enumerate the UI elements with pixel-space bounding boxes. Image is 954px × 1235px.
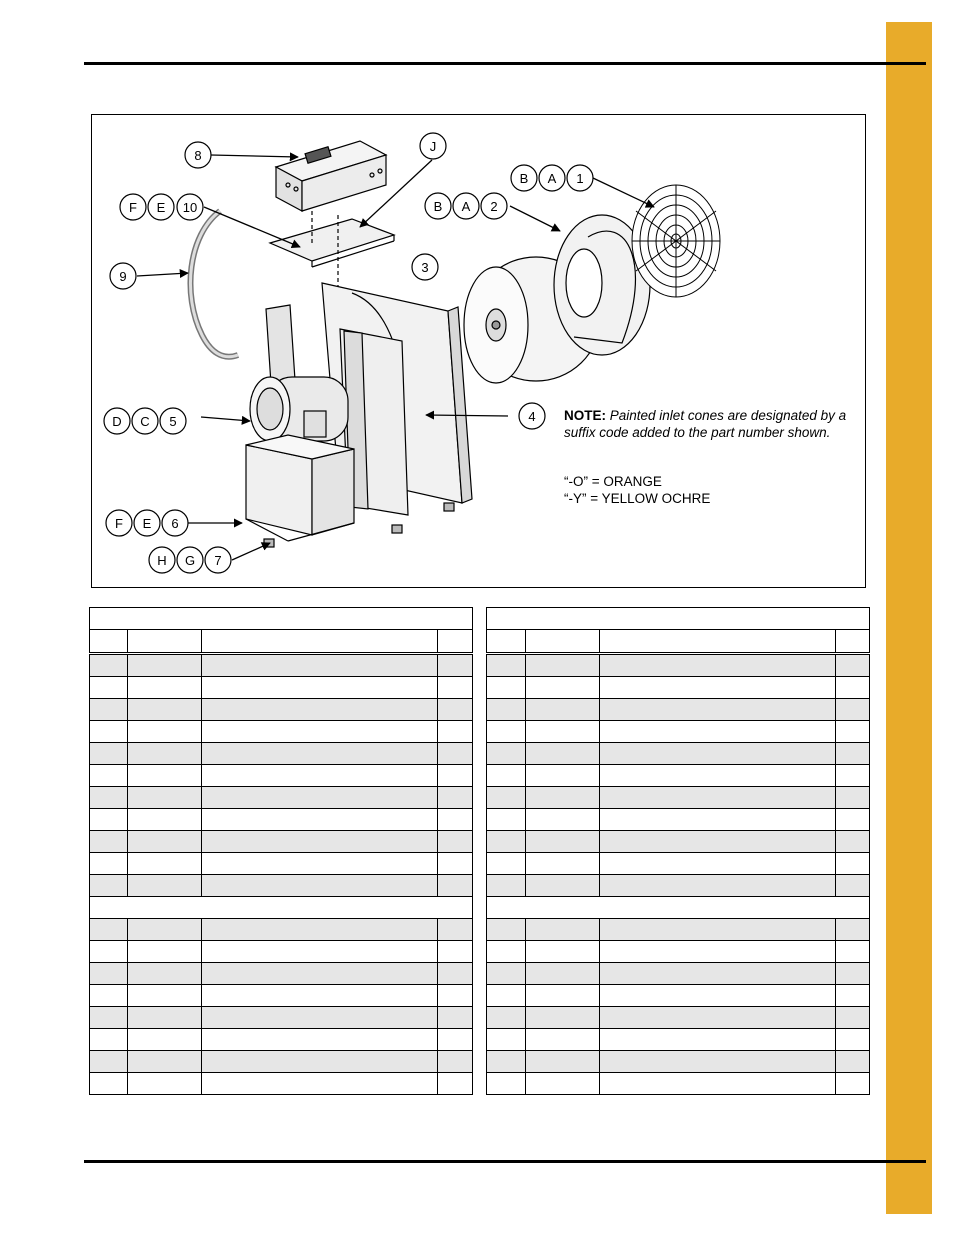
callout-4-label: 4 xyxy=(528,409,536,424)
table-row xyxy=(90,1029,473,1051)
callout-b-a-1-label-a: A xyxy=(547,171,557,186)
table-row xyxy=(487,654,870,677)
table-row xyxy=(487,765,870,787)
callout-9-label: 9 xyxy=(119,269,127,284)
table-row xyxy=(487,831,870,853)
table-row xyxy=(487,699,870,721)
callout-b-a-1-label-1: 1 xyxy=(576,171,584,186)
suffix-yellow: “-Y” = YELLOW OCHRE xyxy=(564,491,711,506)
assembly-drawing xyxy=(92,115,867,589)
table-row xyxy=(487,919,870,941)
callout-b-a-2-label-b: B xyxy=(433,199,443,214)
callout-3-label: 3 xyxy=(421,260,429,275)
parts-table-right xyxy=(486,607,870,1095)
table-row xyxy=(90,1051,473,1073)
callout-b-a-2-label-a: A xyxy=(461,199,471,214)
fan-guard xyxy=(632,185,720,297)
table-row xyxy=(90,654,473,677)
section-title-row xyxy=(90,897,473,919)
callout-h-g-7-label-h: H xyxy=(157,553,167,568)
paint-note xyxy=(564,407,864,441)
table-row xyxy=(487,1029,870,1051)
callout-h-g-7 xyxy=(149,547,231,573)
callout-d-c-5-label-5: 5 xyxy=(169,414,177,429)
column-header-row xyxy=(90,630,473,654)
note-text: Painted inlet cones are designated by a suffix code added to the part number shown. xyxy=(564,408,847,440)
table-row xyxy=(90,853,473,875)
motor xyxy=(250,377,348,441)
callout-h-g-7-label-g: G xyxy=(184,553,196,568)
callout-f-e-10-label-e: E xyxy=(156,200,166,215)
table-row xyxy=(487,941,870,963)
table-row xyxy=(487,721,870,743)
section-title-row xyxy=(487,608,870,630)
table-row xyxy=(90,963,473,985)
callout-h-g-7-label-7: 7 xyxy=(214,553,222,568)
callout-3 xyxy=(412,254,438,280)
exploded-parts-diagram xyxy=(91,114,866,588)
table-row xyxy=(90,831,473,853)
table-row xyxy=(487,809,870,831)
callout-j xyxy=(420,133,446,159)
callout-9 xyxy=(110,263,136,289)
motor-base xyxy=(246,445,312,535)
callout-b-a-1 xyxy=(511,165,593,191)
suffix-orange: “-O” = ORANGE xyxy=(564,474,662,489)
section-title-row xyxy=(90,608,473,630)
table-row xyxy=(487,853,870,875)
callout-f-e-6 xyxy=(106,510,188,536)
table-row xyxy=(487,743,870,765)
callout-b-a-2-label-2: 2 xyxy=(490,199,498,214)
parts-table-left xyxy=(89,607,473,1095)
table-row xyxy=(487,985,870,1007)
table-row xyxy=(90,765,473,787)
suffix-codes xyxy=(564,473,710,507)
table-row xyxy=(90,1073,473,1095)
callout-f-e-10-label-f: F xyxy=(129,200,137,215)
table-row xyxy=(487,787,870,809)
callout-8-label: 8 xyxy=(194,148,202,163)
mounting-plate xyxy=(270,219,394,261)
table-row xyxy=(487,1051,870,1073)
callout-d-c-5-label-c: C xyxy=(140,414,150,429)
callout-4 xyxy=(519,403,545,429)
column-header-row xyxy=(487,630,870,654)
callout-b-a-1-label-b: B xyxy=(519,171,529,186)
callout-f-e-10-label-10: 10 xyxy=(182,200,198,215)
footer-rule xyxy=(84,1160,926,1163)
table-row xyxy=(90,677,473,699)
table-row xyxy=(487,875,870,897)
control-box xyxy=(276,141,386,211)
callout-d-c-5 xyxy=(104,408,186,434)
table-row xyxy=(90,787,473,809)
callout-f-e-6-label-e: E xyxy=(142,516,152,531)
table-row xyxy=(90,721,473,743)
callout-f-e-6-label-6: 6 xyxy=(171,516,179,531)
chapter-tab xyxy=(886,22,932,1214)
callout-f-e-10 xyxy=(120,194,203,220)
table-row xyxy=(90,743,473,765)
table-row xyxy=(90,941,473,963)
table-row xyxy=(90,875,473,897)
callout-f-e-6-label-f: F xyxy=(115,516,123,531)
table-row xyxy=(90,1007,473,1029)
table-row xyxy=(487,1007,870,1029)
note-label: NOTE: xyxy=(564,408,606,423)
callout-d-c-5-label-d: D xyxy=(112,414,122,429)
table-row xyxy=(487,1073,870,1095)
table-row xyxy=(90,985,473,1007)
table-row xyxy=(487,677,870,699)
header-rule xyxy=(84,62,926,65)
callout-b-a-2 xyxy=(425,193,507,219)
table-row xyxy=(487,963,870,985)
conduit xyxy=(190,211,238,357)
table-row xyxy=(90,919,473,941)
table-row xyxy=(90,699,473,721)
callout-8 xyxy=(185,142,211,168)
section-title-row xyxy=(487,897,870,919)
callout-j-label: J xyxy=(429,139,437,154)
table-row xyxy=(90,809,473,831)
